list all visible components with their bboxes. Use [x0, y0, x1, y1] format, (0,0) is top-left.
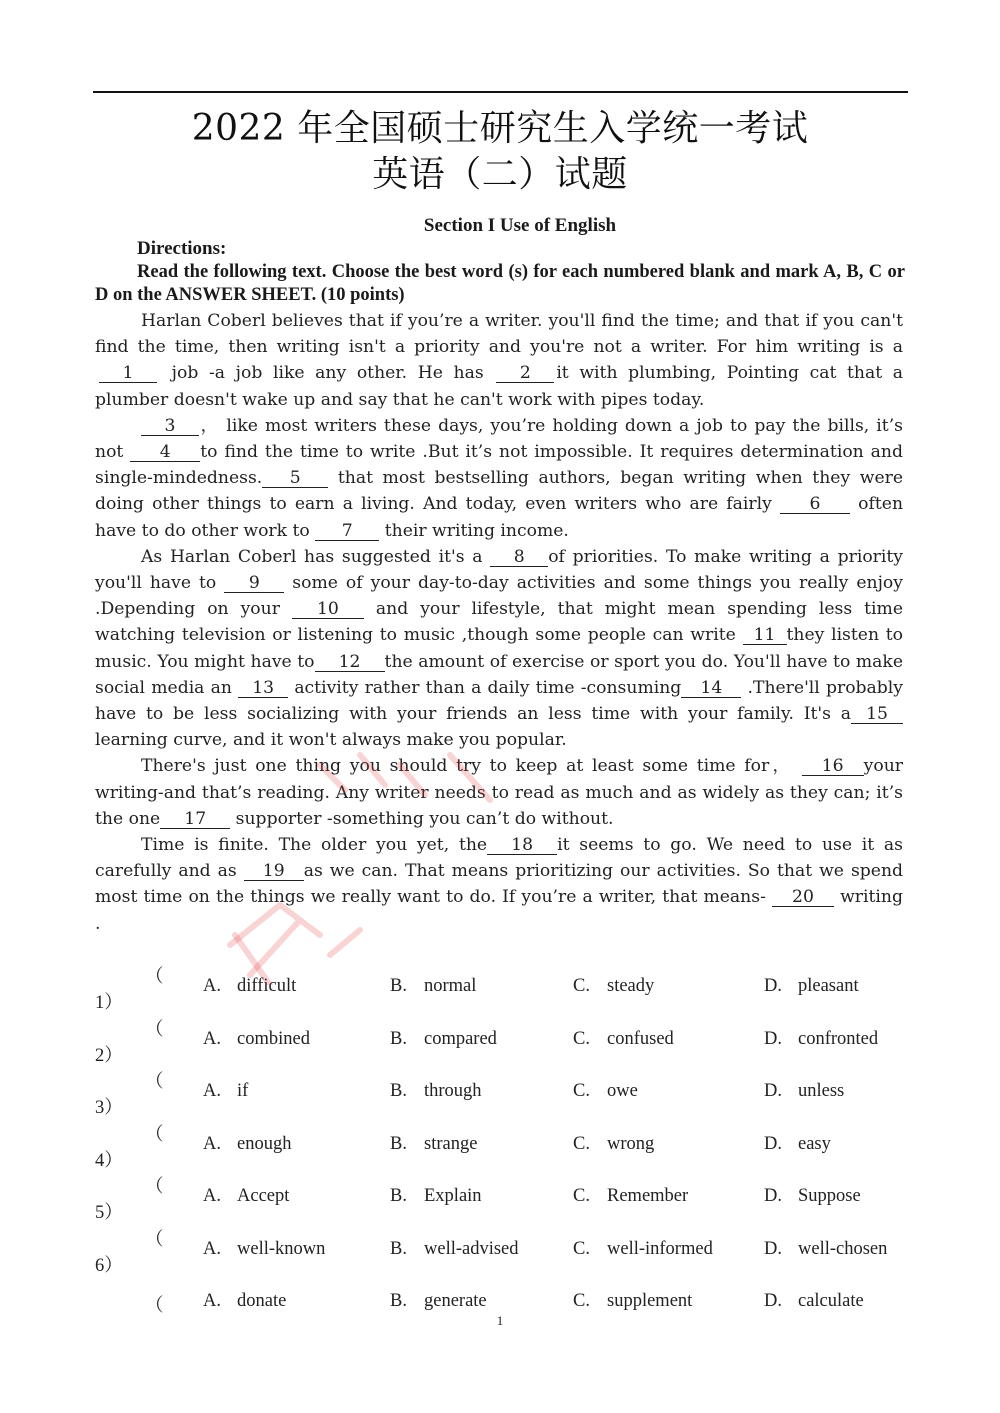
option-b[interactable]: [390, 1186, 482, 1207]
option-letter: A.: [203, 1028, 221, 1049]
option-b[interactable]: [390, 1239, 519, 1260]
page-number: 1: [496, 1313, 504, 1328]
reading-passage: [95, 308, 903, 937]
option-a[interactable]: [203, 1186, 289, 1207]
passage-text: as we can. That means prioritizing our activities. So that we spend most time on the things we really want to do. If you’re a writer, that means-: [95, 861, 904, 908]
question-paren: （: [145, 1296, 164, 1316]
question-paren: （: [145, 1072, 164, 1092]
option-letter: A.: [203, 1081, 221, 1101]
option-c[interactable]: [573, 1029, 674, 1050]
option-letter: D.: [764, 1081, 782, 1101]
option-letter: C.: [573, 976, 590, 996]
option-letter: C.: [573, 1133, 590, 1154]
answer-options: [95, 962, 915, 1317]
directions-label: Directions:: [137, 238, 227, 259]
passage-text: to find the time to write .But it’s not impossible. It requires determination and single-mindedness.: [95, 442, 903, 489]
passage-text: learning curve, and it won't always make you popular.: [95, 730, 567, 751]
question-row: [95, 1172, 915, 1225]
option-letter: D.: [764, 1238, 782, 1259]
question-row: [95, 1277, 915, 1317]
passage-text: .There'll probably have to be less socializing with your friends an less time with your family. It's a: [95, 677, 903, 725]
option-letter: B.: [390, 1133, 407, 1154]
question-paren: （: [145, 967, 164, 987]
option-c[interactable]: [573, 1291, 692, 1312]
directions-text: Read the following text. Choose the best word (s) for each numbered blank and mark A, B, C or D on the ANSWER SHEET. (10 points): [95, 262, 905, 305]
option-a[interactable]: [203, 1291, 286, 1312]
blank-1: 1: [99, 364, 157, 383]
option-text: generate: [424, 1291, 487, 1311]
blank-11: 11: [743, 626, 787, 645]
option-text: donate: [237, 1291, 287, 1311]
question-number: 3）: [95, 1098, 123, 1118]
passage-paragraph-4: [95, 753, 903, 832]
option-d[interactable]: [764, 1134, 831, 1155]
passage-text: it seems to go. We need to use it as carefully and as: [95, 835, 903, 882]
question-number: 6）: [95, 1255, 123, 1276]
passage-text: supporter -something you can’t do without.: [235, 808, 614, 829]
blank-18: 18: [487, 836, 557, 855]
question-row: [95, 962, 915, 1015]
blank-7: 7: [315, 522, 379, 541]
passage-text: and your lifestyle, that might mean spending less time watching television or listening to music ,though some people can write: [95, 599, 903, 646]
blank-14: 14: [681, 679, 741, 698]
question-number: 1）: [95, 993, 123, 1013]
passage-paragraph-5: [95, 832, 903, 937]
option-letter: A.: [203, 1291, 221, 1311]
option-b[interactable]: [390, 1134, 477, 1155]
option-text: Explain: [424, 1186, 482, 1206]
option-text: if: [237, 1081, 249, 1101]
blank-16: 16: [802, 757, 864, 776]
option-letter: C.: [573, 1081, 590, 1101]
passage-paragraph-2: [95, 413, 903, 544]
passage-text: Harlan Coberl believes that if you’re a writer. you'll find the time; and that if you can't find the time, then writing isn't a priority and you're not a writer. For him writing is a: [95, 311, 903, 358]
option-letter: A.: [203, 976, 221, 996]
option-text: confronted: [798, 1028, 879, 1049]
question-number: 4）: [95, 1150, 123, 1171]
passage-text: their writing income.: [384, 520, 569, 541]
option-text: Suppose: [798, 1186, 861, 1206]
option-letter: C.: [573, 1291, 590, 1311]
passage-text: activity rather than a daily time -consuming: [294, 677, 682, 698]
option-a[interactable]: [203, 1081, 248, 1102]
passage-text: There's just one thing you should try to keep at least some time for，: [141, 756, 793, 777]
option-a[interactable]: [203, 1239, 325, 1260]
option-letter: C.: [573, 1186, 590, 1206]
option-letter: C.: [573, 1028, 590, 1049]
option-d[interactable]: [764, 1081, 844, 1102]
blank-12: 12: [315, 653, 385, 672]
blank-3: 3: [141, 417, 199, 436]
question-row: [95, 1120, 915, 1173]
passage-text: writing .: [95, 887, 903, 934]
question-number: 5）: [95, 1203, 123, 1223]
exam-subtitle: 英语（二）试题: [372, 154, 628, 195]
passage-text: they listen to music. You might have to: [95, 625, 903, 672]
option-d[interactable]: [764, 1239, 887, 1260]
option-text: easy: [798, 1133, 831, 1154]
option-letter: D.: [764, 1133, 782, 1154]
passage-text: As Harlan Coberl has suggested it's a: [141, 546, 483, 567]
option-text: normal: [424, 976, 477, 996]
question-row: [95, 1015, 915, 1068]
question-number: 2）: [95, 1045, 123, 1066]
blank-8: 8: [490, 548, 548, 567]
option-letter: B.: [390, 1186, 407, 1206]
blank-17: 17: [160, 810, 230, 829]
option-b[interactable]: [390, 1029, 497, 1050]
option-b[interactable]: [390, 976, 476, 997]
option-d[interactable]: [764, 1029, 878, 1050]
option-text: well-chosen: [798, 1238, 888, 1259]
option-letter: A.: [203, 1133, 221, 1154]
passage-paragraph-3: [95, 544, 903, 754]
option-a[interactable]: [203, 976, 296, 997]
option-letter: D.: [764, 976, 782, 996]
option-letter: A.: [203, 1238, 221, 1259]
blank-13: 13: [238, 679, 288, 698]
option-letter: A.: [203, 1186, 221, 1206]
option-text: unless: [798, 1081, 845, 1101]
passage-text: job -a job like any other. He has: [171, 363, 484, 384]
option-text: difficult: [237, 976, 297, 996]
option-letter: B.: [390, 1238, 407, 1259]
question-paren: （: [145, 1019, 164, 1040]
exam-title: 2022 年全国硕士研究生入学统一考试: [191, 108, 809, 149]
option-letter: B.: [390, 1081, 407, 1101]
option-text: through: [424, 1081, 482, 1101]
question-paren: （: [145, 1177, 164, 1197]
option-text: wrong: [607, 1133, 655, 1154]
option-b[interactable]: [390, 1291, 487, 1312]
option-text: combined: [237, 1028, 310, 1049]
option-c[interactable]: [573, 976, 654, 997]
option-letter: B.: [390, 1028, 407, 1049]
option-d[interactable]: [764, 1291, 864, 1312]
passage-text: Time is finite. The older you yet, the: [141, 835, 488, 856]
option-b[interactable]: [390, 1081, 482, 1102]
option-text: well-informed: [607, 1238, 713, 1259]
blank-4: 4: [130, 443, 200, 462]
option-text: pleasant: [798, 976, 859, 996]
option-text: Remember: [607, 1186, 689, 1206]
option-text: owe: [607, 1081, 638, 1101]
blank-15: 15: [851, 705, 903, 724]
option-text: strange: [424, 1133, 478, 1154]
passage-text: often have to do other work to: [95, 494, 904, 541]
section-heading: Section I Use of English: [423, 215, 617, 236]
option-letter: B.: [390, 1291, 407, 1311]
question-row: [95, 1225, 915, 1278]
blank-10: 10: [292, 600, 364, 619]
passage-text: that most bestselling authors, began writing when they were doing other things to earn a living. And today, even writers who are fairly: [95, 468, 904, 515]
passage-text: ， like most writers these days, you’re holding down a job to pay the bills, it’s not: [95, 415, 903, 463]
passage-text: some of your day-to-day activities and some things you really enjoy .Depending on your: [95, 573, 903, 620]
option-text: Accept: [237, 1186, 290, 1206]
passage-text: it with plumbing, Pointing cat that a plumber doesn't wake up and say that he can't work with pipes today.: [95, 363, 904, 410]
passage-text: the amount of exercise or sport you do. You'll have to make social media an: [95, 651, 904, 698]
option-text: well-advised: [424, 1238, 519, 1259]
question-row: [95, 1067, 915, 1120]
option-text: compared: [424, 1028, 497, 1049]
option-c[interactable]: [573, 1239, 713, 1260]
option-text: steady: [607, 976, 655, 996]
passage-paragraph-1: [95, 308, 903, 413]
passage-text: your writing-and that’s reading. Any writer needs to read as much and as widely as they can; it’s the one: [95, 756, 903, 829]
option-text: calculate: [798, 1291, 864, 1311]
option-letter: C.: [573, 1238, 590, 1259]
blank-9: 9: [224, 574, 284, 593]
blank-2: 2: [496, 364, 554, 383]
passage-text: of priorities. To make writing a priority you'll have to: [95, 546, 903, 594]
option-letter: B.: [390, 976, 407, 996]
option-c[interactable]: [573, 1134, 654, 1155]
blank-5: 5: [262, 469, 328, 488]
option-letter: D.: [764, 1186, 782, 1206]
option-d[interactable]: [764, 1186, 861, 1207]
blank-19: 19: [244, 862, 304, 881]
option-d[interactable]: [764, 976, 859, 997]
option-a[interactable]: [203, 1029, 310, 1050]
option-text: confused: [607, 1028, 674, 1049]
option-text: supplement: [607, 1291, 693, 1311]
option-c[interactable]: [573, 1186, 688, 1207]
option-text: enough: [237, 1133, 292, 1154]
option-text: well-known: [237, 1238, 326, 1259]
question-paren: （: [145, 1124, 164, 1145]
option-c[interactable]: [573, 1081, 638, 1102]
blank-6: 6: [780, 495, 850, 514]
option-letter: D.: [764, 1291, 782, 1311]
question-paren: （: [145, 1229, 164, 1250]
header-rule: [93, 91, 908, 93]
option-letter: D.: [764, 1028, 782, 1049]
blank-20: 20: [772, 888, 834, 907]
option-a[interactable]: [203, 1134, 291, 1155]
